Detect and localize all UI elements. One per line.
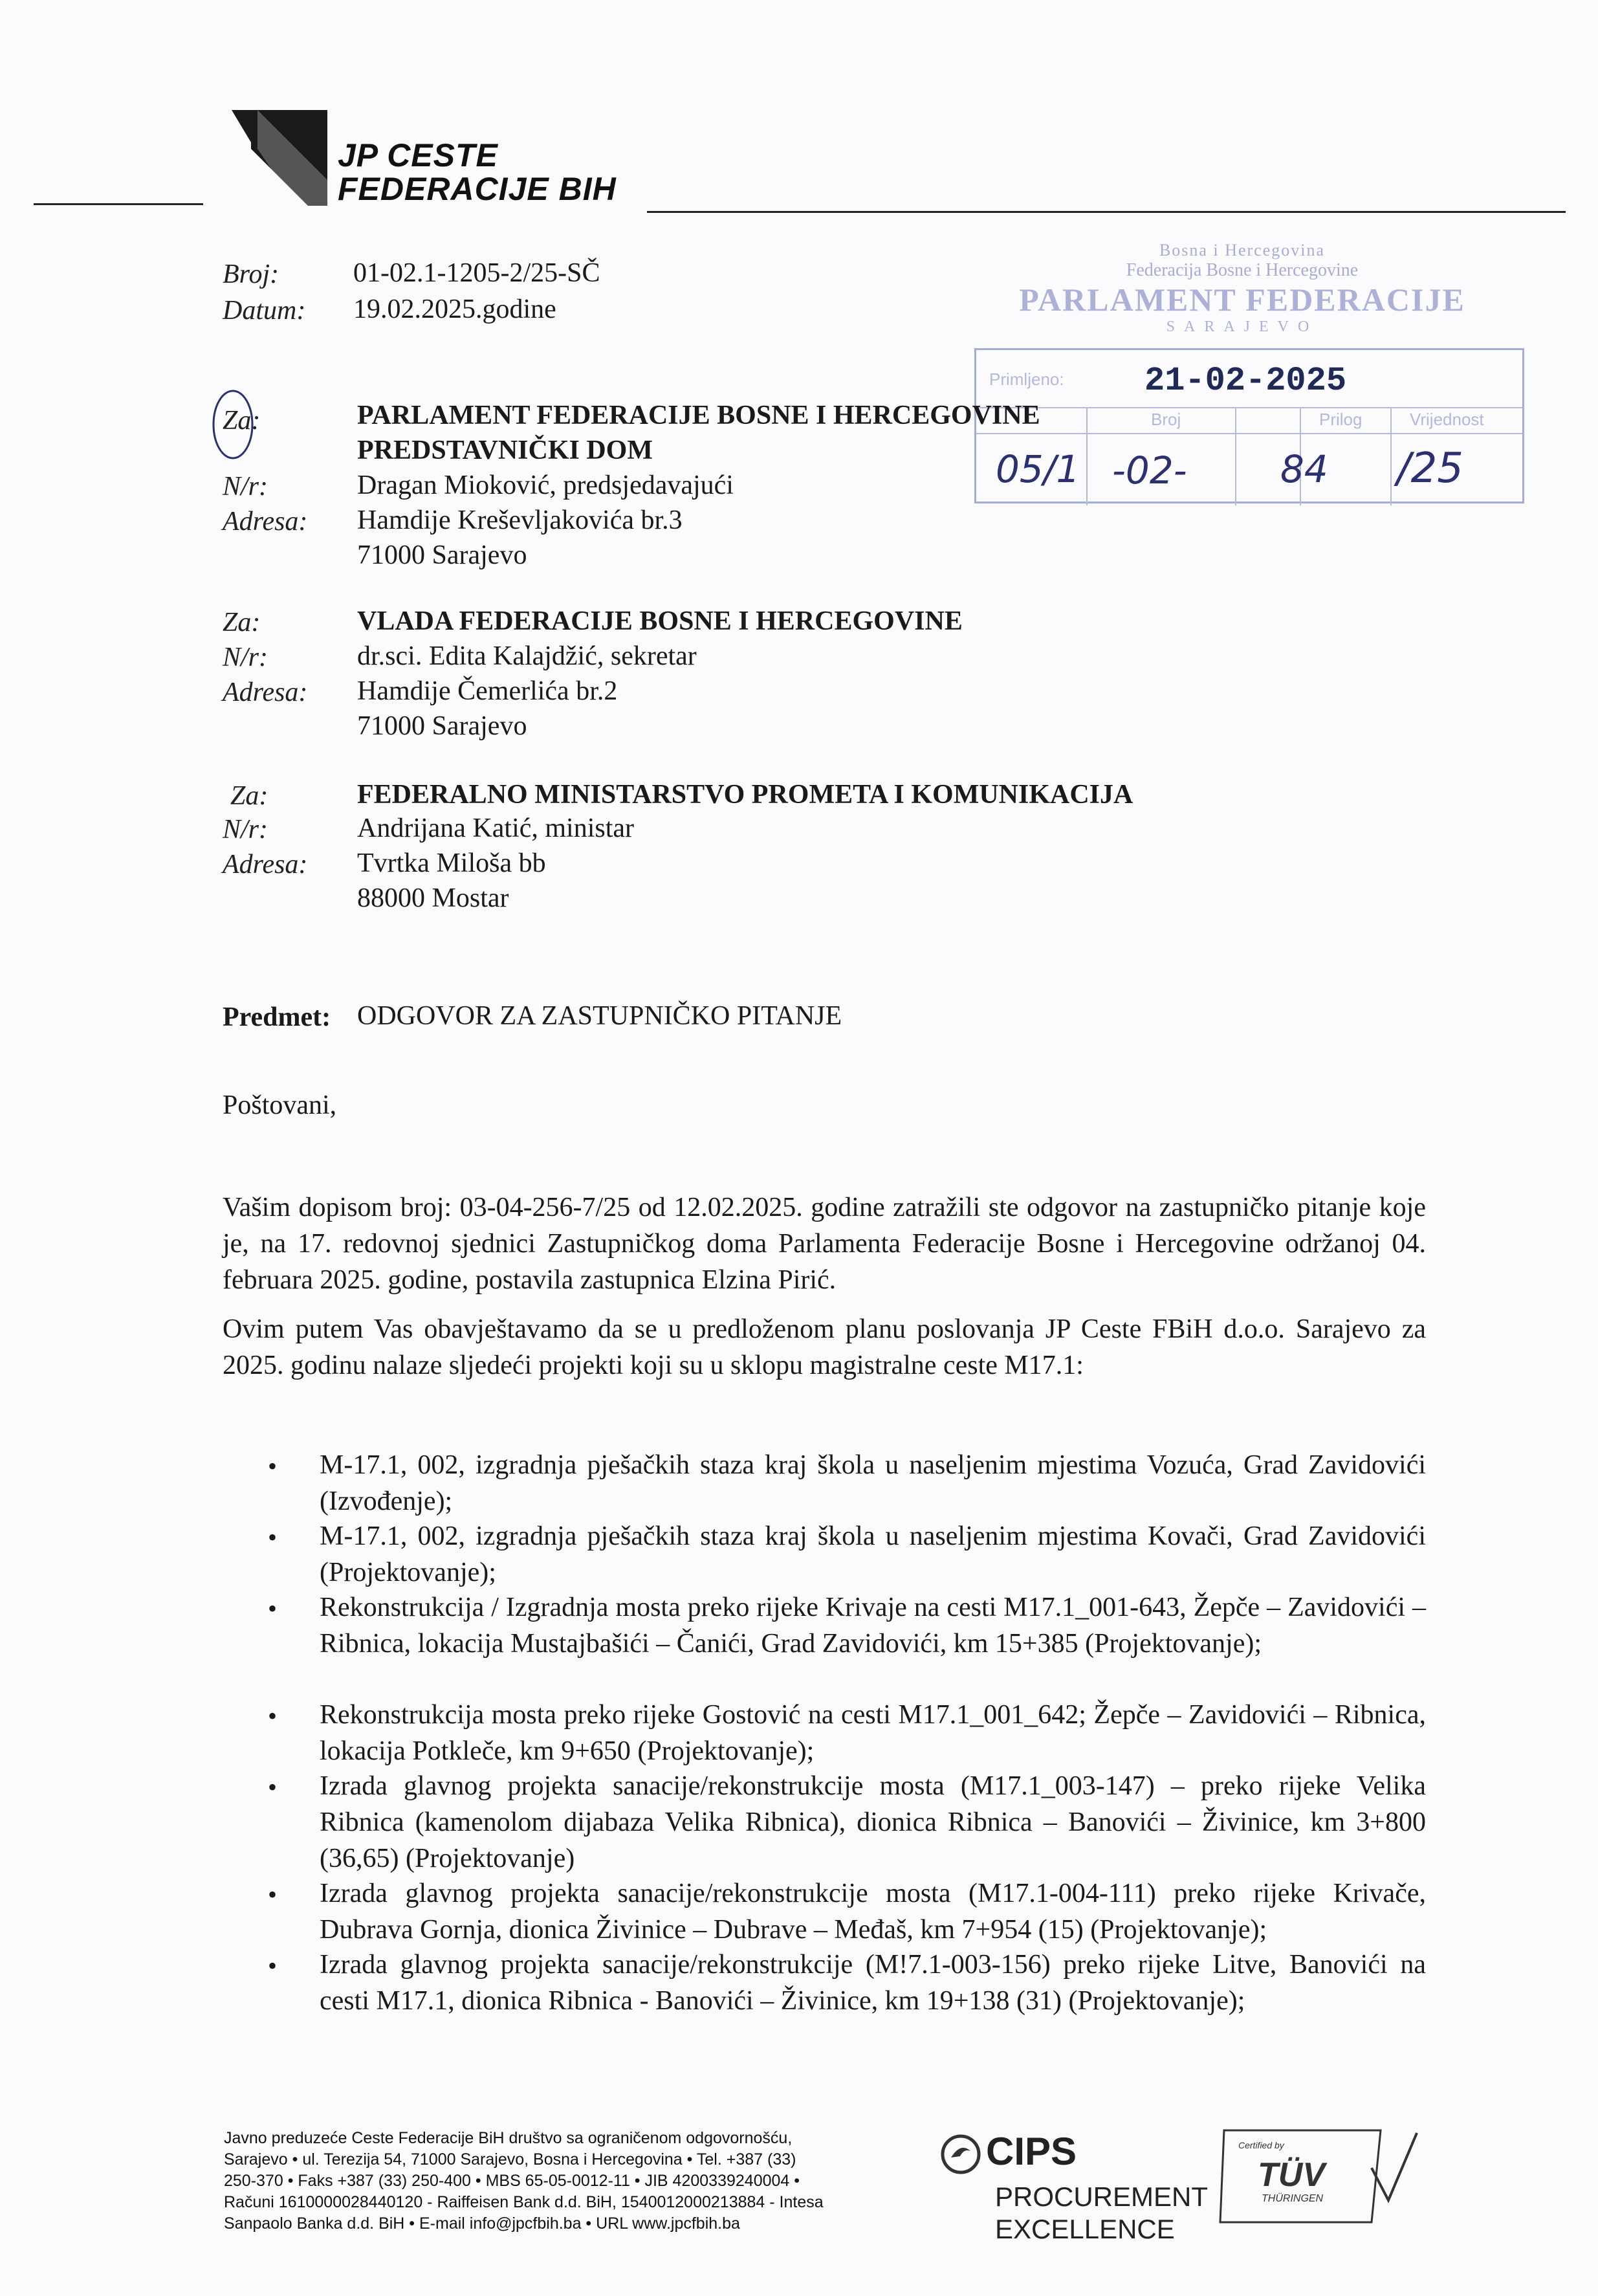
handwritten-circle-mark [206,386,264,463]
stamp-col-vrijednost: Vrijednost [1410,410,1484,429]
stamp-line-4: SARAJEVO [1166,318,1319,335]
bullet-icon: • [268,1880,278,1909]
recipient-2-name: VLADA FEDERACIJE BOSNE I HERCEGOVINE [357,606,963,636]
bullet-icon: • [268,1452,278,1481]
footer-line: Javno preduzeće Ceste Federacije BiH društvo sa ograničenom odgovornošću, [224,2129,793,2147]
cips-subtitle-line: PROCUREMENT [995,2181,1209,2212]
bullet-icon: • [268,1594,278,1623]
stamp-divider [1086,407,1088,505]
recipient-2-adresa-line-1: Hamdije Čemerlića br.2 [357,676,618,706]
recipient-2-nr-label: N/r: [223,643,268,672]
recipient-1-adresa-line-1: Hamdije Kreševljakovića br.3 [357,505,683,535]
list-item [223,1947,1432,2018]
footer-line: Sanpaolo Banka d.d. BiH • E-mail info@jpcfbih.ba • URL www.jpcfbih.ba [224,2214,740,2233]
subject-value: ODGOVOR ZA ZASTUPNIČKO PITANJE [357,1001,842,1031]
datum-label: Datum: [223,296,306,326]
datum-value: 19.02.2025.godine [353,294,556,324]
list-item-text: Rekonstrukcija / Izgradnja mosta preko rijeke Krivaje na cesti M17.1_001-643, Žepče – Zavidovići – Ribnica, lokacija Mustajbašići – Čanići, Grad Zavidovići, km 15+385 (Projektovanje); [320,1593,1426,1659]
recipient-3-za-label: Za: [230,781,268,811]
parliament-stamp-header [1009,241,1475,336]
subject-label: Predmet: [223,1002,331,1032]
tuv-certification-logo [1219,2129,1419,2224]
company-logo-text [338,138,617,206]
cips-logo-text: CIPS [986,2130,1077,2173]
greeting: Poštovani, [223,1090,337,1120]
recipient-1-name-2: PREDSTAVNIČKI DOM [357,436,653,465]
project-list [223,1447,1432,2018]
recipient-1-name: PARLAMENT FEDERACIJE BOSNE I HERCEGOVINE [357,401,1040,430]
footer-line: Računi 1610000028440120 - Raiffeisen Bank d.d. BiH, 1540012000213884 - Intesa [224,2193,824,2211]
body-paragraph: Ovim putem Vas obavještavamo da se u predloženom planu poslovanja JP Ceste FBiH d.o.o. Sarajevo za 2025. godinu nalaze sljedeći projekti koji su u sklopu magistralne ceste M17.1: [223,1314,1426,1380]
recipient-3-nr-label: N/r: [223,815,268,844]
stamp-received-date: 21-02-2025 [1144,362,1347,400]
list-item [223,1589,1432,1697]
bullet-icon: • [268,1951,278,1980]
tuv-name: TÜV [1258,2156,1325,2194]
stamp-divider [1390,407,1392,505]
stamp-line-2: Federacija Bosne i Hercegovine [1126,260,1359,280]
cips-subtitle-line: EXCELLENCE [995,2214,1175,2244]
tuv-region: THÜRINGEN [1262,2193,1324,2204]
broj-value: 01-02.1-1205-2/25-SČ [353,258,600,288]
recipient-3-name: FEDERALNO MINISTARSTVO PROMETA I KOMUNIKACIJA [357,780,1133,810]
list-item-text: Izrada glavnog projekta sanacije/rekonstrukcije mosta (M17.1-004-111) preko rijeke Krivače, Dubrava Gornja, dionica Živinice – Dubrave – Međaš, km 7+954 (15) (Projektovanje); [320,1879,1426,1945]
stamp-col-broj: Broj [1151,410,1181,429]
recipient-3-adresa-label: Adresa: [223,850,308,879]
broj-label: Broj: [223,259,279,289]
recipient-2-adresa-label: Adresa: [223,678,308,707]
stamp-line-1: Bosna i Hercegovina [1159,241,1326,259]
body-paragraph: Vašim dopisom broj: 03-04-256-7/25 od 12.02.2025. godine zatražili ste odgovor na zastupničko pitanje koje je, na 17. redovnoj sjednici Zastupničkog doma Parlamenta Federacije Bosne i Hercegovine održanoj 04. februara 2025. godine, postavila zastupnica Elzina Pirić. [223,1193,1426,1295]
recipient-3-nr-value: Andrijana Katić, ministar [357,813,635,843]
logo-line-2: FEDERACIJE BIH [338,171,617,207]
stamp-row-received [976,350,1522,408]
cips-subtitle [995,2181,1208,2246]
stamp-line-3: PARLAMENT FEDERACIJE [1019,281,1465,318]
stamp-row-columns [976,407,1522,434]
received-stamp-box [974,348,1524,503]
recipient-2-za-label: Za: [223,608,261,637]
list-item-text: M-17.1, 002, izgradnja pješačkih staza kraj škola u naseljenim mjestima Kovači, Grad Zavidovići (Projektovanje); [320,1521,1426,1587]
bullet-icon: • [268,1523,278,1552]
header-rule-left [34,203,203,205]
recipient-1-adresa-label: Adresa: [223,507,308,536]
stamp-handwritten-year: /25 [1397,445,1463,492]
header-rule-right [647,211,1566,213]
stamp-divider [1235,407,1236,505]
recipient-1-adresa-line-2: 71000 Sarajevo [357,540,527,570]
bullet-icon: • [268,1701,278,1730]
footer-line: 250-370 • Faks +387 (33) 250-400 • MBS 65-05-0012-11 • JIB 4200339240004 • [224,2172,800,2190]
tuv-certified-label: Certified by [1238,2140,1284,2150]
list-item [223,1518,1432,1589]
recipient-1-nr-label: N/r: [223,472,268,502]
list-item-text: M-17.1, 002, izgradnja pješačkih staza kraj škola u naseljenim mjestima Vozuća, Grad Zavidovići (Izvođenje); [320,1450,1426,1516]
list-item [223,1697,1432,1768]
company-logo-mark [232,110,327,206]
stamp-handwritten-month: -02- [1112,448,1187,492]
cips-logo-icon [941,2134,981,2174]
list-item-text: Rekonstrukcija mosta preko rijeke Gostović na cesti M17.1_001_642; Žepče – Zavidovići – Ribnica, lokacija Potkleče, km 9+650 (Projektovanje); [320,1700,1426,1766]
logo-line-1: JP CESTE [338,137,498,173]
stamp-handwritten-number: 84 [1280,447,1328,491]
bullet-icon: • [268,1772,278,1802]
list-item-text: Izrada glavnog projekta sanacije/rekonstrukcije (M!7.1-003-156) preko rijeke Litve, Banovići na cesti M17.1, dionica Ribnica - Banovići – Živinice, km 19+138 (31) (Projektovanje); [320,1950,1426,2016]
stamp-col-prilog: Prilog [1319,410,1363,429]
list-item [223,1768,1432,1875]
recipient-2-adresa-line-2: 71000 Sarajevo [357,711,527,741]
stamp-handwritten-org: 05/1 [996,447,1080,491]
stamp-primljeno-label: Primljeno: [989,370,1064,389]
list-item [223,1447,1432,1518]
footer-company-info [224,2128,923,2235]
recipient-1-za-label: Za: [223,406,261,436]
list-item [223,1875,1432,1947]
recipient-3-adresa-line-2: 88000 Mostar [357,883,509,913]
list-item-text: Izrada glavnog projekta sanacije/rekonstrukcije mosta (M17.1_003-147) – preko rijeke Velika Ribnica (kamenolom dijabaza Velika Ribnica), dionica Ribnica – Banovići – Živinice, km 3+800 (36,65) (Projektovanje) [320,1771,1426,1873]
recipient-2-nr-value: dr.sci. Edita Kalajdžić, sekretar [357,641,697,671]
recipient-1-nr-value: Dragan Mioković, predsjedavajući [357,470,734,500]
footer-line: Sarajevo • ul. Terezija 54, 71000 Sarajevo, Bosna i Hercegovina • Tel. +387 (33) [224,2150,796,2169]
recipient-3-adresa-line-1: Tvrtka Miloša bb [357,848,546,878]
